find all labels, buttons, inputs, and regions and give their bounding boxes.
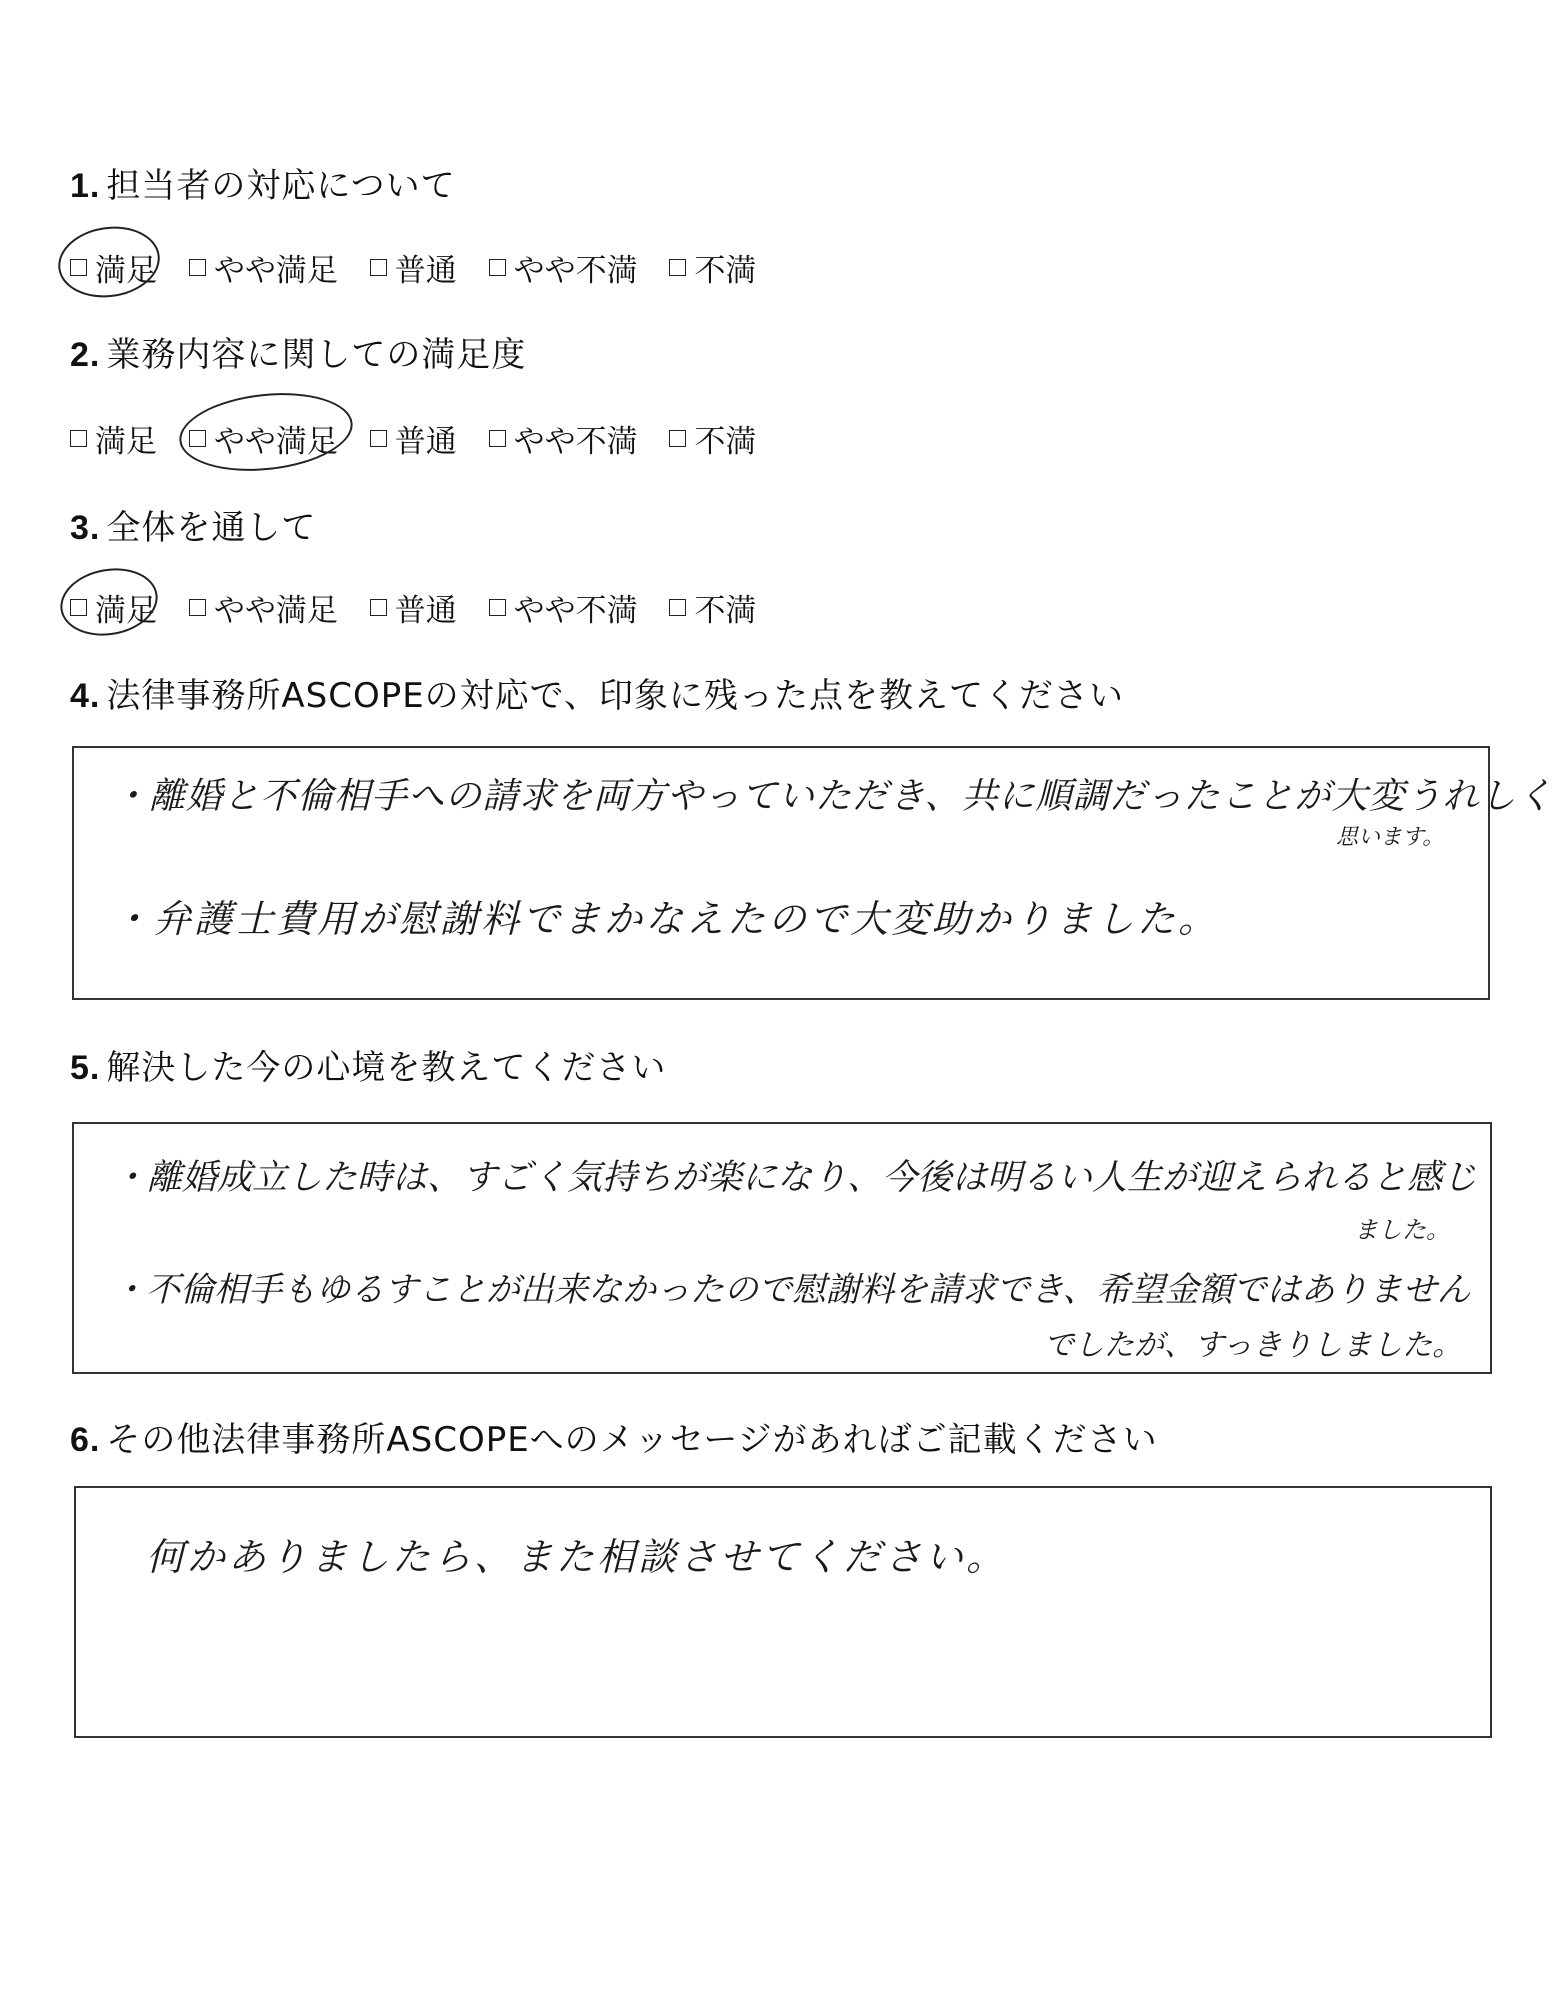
question-text: 担当者の対応について xyxy=(106,166,456,206)
question-text: 解決した今の心境を教えてください xyxy=(106,1048,667,1088)
q2-option-somewhat-satisfied[interactable] xyxy=(189,416,338,461)
q1-option-neutral[interactable] xyxy=(370,245,457,290)
answer-5-line-2: ました。 xyxy=(1354,1216,1450,1244)
q2-option-somewhat-dissatisfied[interactable] xyxy=(489,416,638,461)
checkbox[interactable] xyxy=(70,430,87,447)
question-number: 3. xyxy=(70,509,101,547)
question-2-title xyxy=(70,327,526,376)
answer-4-line-3: ・弁護士費用が慰謝料でまかなえたので大変助かりました。 xyxy=(112,897,1220,941)
q2-option-neutral[interactable] xyxy=(370,416,457,461)
option-label: やや満足 xyxy=(213,424,338,460)
question-3-title xyxy=(70,500,316,549)
question-text: 業務内容に関しての満足度 xyxy=(106,335,527,375)
checkbox[interactable] xyxy=(669,259,686,276)
question-number: 2. xyxy=(70,336,101,374)
question-number: 4. xyxy=(70,677,101,715)
option-label: 不満 xyxy=(694,593,757,629)
checkbox[interactable] xyxy=(370,430,387,447)
checkbox[interactable] xyxy=(669,599,686,616)
option-label: 満足 xyxy=(95,424,157,460)
checkbox[interactable] xyxy=(189,259,206,276)
answer-6-line-1: 何かありましたら、また相談させてください。 xyxy=(146,1535,1008,1579)
q3-option-somewhat-satisfied[interactable] xyxy=(189,585,338,630)
checkbox[interactable] xyxy=(189,599,206,616)
q2-option-dissatisfied[interactable] xyxy=(669,416,756,461)
question-4-title xyxy=(70,668,1124,717)
checkbox[interactable] xyxy=(70,259,87,276)
checkbox[interactable] xyxy=(489,430,506,447)
option-label: 満足 xyxy=(95,253,157,289)
question-number: 6. xyxy=(70,1421,101,1459)
question-1-options xyxy=(70,245,778,290)
question-2-options xyxy=(70,416,778,461)
answer-5-line-1: ・離婚成立した時は、すごく気持ちが楽になり、今後は明るい人生が迎えられると感じ xyxy=(112,1158,1478,1198)
question-text: 全体を通して xyxy=(106,508,317,548)
checkbox[interactable] xyxy=(189,430,206,447)
answer-5-line-4: でしたが、すっきりしました。 xyxy=(1044,1328,1463,1363)
option-label: やや不満 xyxy=(513,424,638,460)
question-number: 1. xyxy=(70,167,101,205)
answer-6-box[interactable] xyxy=(74,1486,1492,1738)
checkbox[interactable] xyxy=(489,259,506,276)
q3-option-dissatisfied[interactable] xyxy=(669,585,756,630)
checkbox[interactable] xyxy=(370,259,387,276)
option-label: やや満足 xyxy=(213,593,338,629)
option-label: 満足 xyxy=(95,593,157,629)
answer-5-box[interactable] xyxy=(72,1122,1492,1374)
question-6-title xyxy=(70,1412,1158,1461)
q3-option-neutral[interactable] xyxy=(370,585,457,630)
checkbox[interactable] xyxy=(370,599,387,616)
option-label: やや不満 xyxy=(513,253,638,289)
question-5-title xyxy=(70,1040,666,1089)
option-label: やや不満 xyxy=(513,593,638,629)
question-1-title xyxy=(70,158,456,207)
q1-option-somewhat-dissatisfied[interactable] xyxy=(489,245,638,290)
answer-4-line-2: 思います。 xyxy=(1336,825,1445,850)
answer-4-box[interactable] xyxy=(72,746,1554,1000)
option-label: 普通 xyxy=(394,593,457,629)
option-label: 普通 xyxy=(394,253,457,289)
answer-5-line-3: ・不倫相手もゆるすことが出来なかったので慰謝料を請求でき、希望金額ではありません xyxy=(112,1270,1471,1310)
q3-option-somewhat-dissatisfied[interactable] xyxy=(489,585,638,630)
question-text: 法律事務所ASCOPEの対応で、印象に残った点を教えてください xyxy=(106,676,1125,716)
q1-option-dissatisfied[interactable] xyxy=(669,245,756,290)
option-label: 不満 xyxy=(694,253,757,289)
option-label: 普通 xyxy=(394,424,457,460)
q1-option-satisfied[interactable] xyxy=(70,245,157,290)
answer-4-line-1: ・離婚と不倫相手への請求を両方やっていただき、共に順調だったことが大変うれしく xyxy=(112,776,1554,817)
question-3-options xyxy=(70,585,778,630)
q1-option-somewhat-satisfied[interactable] xyxy=(189,245,338,290)
checkbox[interactable] xyxy=(669,430,686,447)
option-label: やや満足 xyxy=(213,253,338,289)
option-label: 不満 xyxy=(694,424,757,460)
checkbox[interactable] xyxy=(489,599,506,616)
q3-option-satisfied[interactable] xyxy=(70,585,157,630)
checkbox[interactable] xyxy=(70,599,87,616)
q2-option-satisfied[interactable] xyxy=(70,416,157,461)
question-text: その他法律事務所ASCOPEへのメッセージがあればご記載ください xyxy=(106,1420,1158,1460)
question-number: 5. xyxy=(70,1049,101,1087)
